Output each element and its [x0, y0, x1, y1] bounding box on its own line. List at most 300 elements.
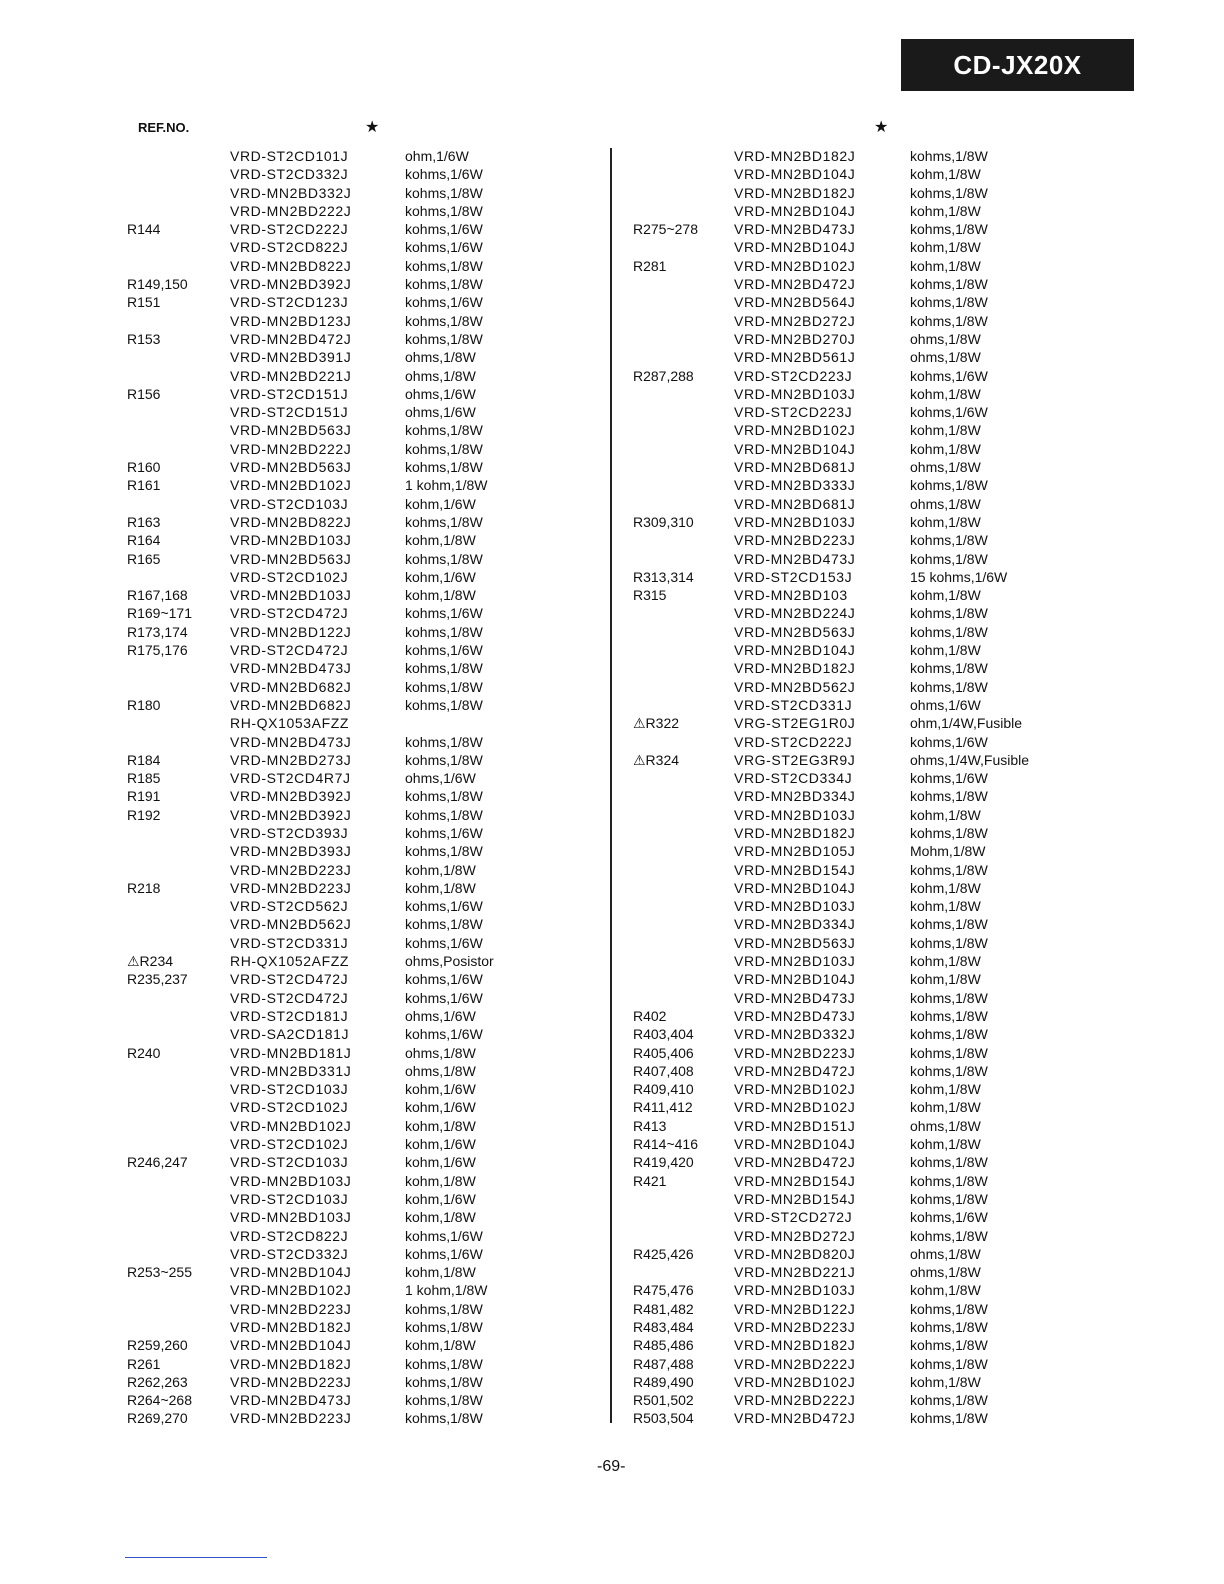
part-number: VRD-ST2CD102J	[230, 1136, 349, 1153]
part-number: VRD-MN2BD682J	[230, 678, 352, 695]
part-number: VRD-MN2BD273J	[230, 751, 352, 768]
part-number: VRD-ST2CD102J	[230, 568, 349, 585]
part-value: kohms,1/8W	[910, 1062, 988, 1079]
part-value: kohms,1/8W	[405, 733, 483, 750]
part-value: kohm,1/8W	[405, 1264, 476, 1281]
part-value: kohms,1/8W	[910, 1337, 988, 1354]
part-value: ohms,1/6W	[910, 696, 981, 713]
ref-number: R262,263	[127, 1373, 188, 1390]
ref-number: R185	[127, 770, 161, 787]
ref-number: R169~171	[127, 605, 193, 622]
part-number: VRD-MN2BD102J	[230, 1282, 352, 1299]
part-number: VRD-MN2BD102J	[734, 1099, 856, 1116]
part-value: ohms,1/8W	[910, 495, 981, 512]
part-value: kohms,1/6W	[405, 642, 483, 659]
part-value: kohms,1/8W	[910, 1300, 988, 1317]
ref-number: R414~416	[633, 1136, 699, 1153]
ref-number: R180	[127, 696, 161, 713]
part-value: kohm,1/8W	[910, 422, 981, 439]
ref-number: R275~278	[633, 221, 699, 238]
part-value: kohms,1/6W	[910, 733, 988, 750]
part-number: VRD-MN2BD222J	[734, 1392, 856, 1409]
part-number: VRD-ST2CD101J	[230, 148, 349, 164]
part-value: kohms,1/8W	[405, 1319, 483, 1335]
part-value: kohms,1/8W	[910, 312, 988, 329]
part-value: ohms,1/6W	[405, 385, 476, 402]
ref-number: R403,404	[633, 1026, 694, 1043]
part-number: VRD-MN2BD563J	[734, 623, 856, 640]
part-value: kohms,1/8W	[910, 916, 988, 933]
ref-number: R167,168	[127, 587, 188, 604]
part-value: kohms,1/8W	[405, 678, 483, 695]
part-number: VRD-ST2CD222J	[734, 733, 853, 750]
part-number: VRD-MN2BD104J	[734, 971, 856, 988]
ref-number: R489,490	[633, 1373, 694, 1390]
part-number: VRD-ST2CD822J	[230, 1227, 349, 1244]
part-number: VRD-ST2CD223J	[734, 404, 853, 421]
part-number: VRD-MN2BD102J	[230, 1117, 352, 1134]
part-value: ohms,1/8W	[405, 349, 476, 366]
part-value: kohms,1/6W	[405, 1245, 483, 1262]
part-number: VRD-MN2BD103J	[734, 953, 856, 970]
part-number: VRD-MN2BD272J	[734, 312, 856, 329]
part-number: VRD-ST2CD472J	[230, 989, 349, 1006]
part-number: VRD-MN2BD563J	[230, 550, 352, 567]
part-number: VRD-MN2BD104J	[734, 202, 856, 219]
ref-number: R192	[127, 806, 161, 823]
part-value: kohm,1/8W	[910, 1373, 981, 1390]
part-number: VRD-MN2BD223J	[734, 1319, 856, 1335]
part-number: VRD-MN2BD473J	[230, 1392, 352, 1409]
part-number: VRD-MN2BD181J	[230, 1044, 352, 1061]
part-value: kohms,1/8W	[405, 440, 483, 457]
part-number: VRD-MN2BD564J	[734, 294, 856, 311]
part-value: kohms,1/8W	[405, 312, 483, 329]
ref-number: R411,412	[633, 1099, 693, 1116]
part-value: kohms,1/8W	[910, 1172, 988, 1189]
part-number: VRD-ST2CD272J	[734, 1209, 853, 1226]
part-value: kohms,1/8W	[405, 806, 483, 823]
part-value: kohms,1/6W	[405, 239, 483, 256]
part-value: ohms,1/6W	[405, 770, 476, 787]
part-number: VRD-MN2BD102J	[230, 477, 352, 494]
part-number: VRD-MN2BD562J	[230, 916, 352, 933]
part-number: VRD-MN2BD822J	[230, 257, 352, 274]
ref-number: R485,486	[633, 1337, 694, 1354]
ref-number: R261	[127, 1355, 161, 1372]
part-number: VRD-MN2BD473J	[734, 989, 856, 1006]
ref-number: R153	[127, 330, 161, 347]
part-value: kohms,1/8W	[405, 843, 483, 860]
part-number: VRD-MN2BD391J	[230, 349, 352, 366]
ref-number: R281	[633, 257, 667, 274]
page-number: -69-	[597, 1458, 626, 1475]
part-number: VRD-MN2BD103J	[230, 587, 352, 604]
part-number: VRD-MN2BD182J	[230, 1355, 352, 1372]
ref-number: R402	[633, 1007, 667, 1024]
part-number: VRD-MN2BD473J	[230, 660, 352, 677]
part-value: kohm,1/8W	[910, 513, 981, 530]
ref-number: R253~255	[127, 1264, 193, 1281]
part-value: ohms,1/8W	[910, 330, 981, 347]
part-number: VRD-MN2BD104J	[734, 1136, 856, 1153]
part-number: VRD-ST2CD102J	[230, 1099, 349, 1116]
part-value: 15 kohms,1/6W	[910, 568, 1008, 585]
part-value: kohm,1/8W	[405, 1117, 476, 1134]
part-value: kohms,1/8W	[910, 861, 988, 878]
part-number: VRD-ST2CD151J	[230, 404, 349, 421]
part-number: VRD-MN2BD182J	[230, 1319, 352, 1335]
part-value: kohms,1/8W	[910, 678, 988, 695]
part-number: VRD-MN2BD182J	[734, 148, 856, 164]
part-number: VRG-ST2EG1R0J	[734, 715, 856, 732]
part-number: VRD-MN2BD103J	[734, 898, 856, 915]
part-number: VRD-ST2CD331J	[734, 696, 853, 713]
part-number: VRD-MN2BD223J	[734, 1044, 856, 1061]
part-value: kohms,1/8W	[910, 276, 988, 293]
bottom-rule	[125, 1557, 267, 1558]
part-number: VRD-MN2BD154J	[734, 1190, 856, 1207]
part-number: VRD-ST2CD123J	[230, 294, 349, 311]
part-number: VRD-MN2BD270J	[734, 330, 856, 347]
part-value: kohms,1/8W	[910, 532, 988, 549]
part-value: kohms,1/8W	[405, 257, 483, 274]
part-value: kohms,1/8W	[405, 696, 483, 713]
ref-number: R425,426	[633, 1245, 694, 1262]
ref-no-header: REF.NO.	[138, 120, 190, 135]
ref-number: R501,502	[633, 1392, 694, 1409]
part-number: VRD-MN2BD331J	[230, 1062, 352, 1079]
ref-number: R240	[127, 1044, 161, 1061]
part-number: VRD-MN2BD103J	[230, 1172, 352, 1189]
part-value: kohms,1/8W	[405, 1392, 483, 1409]
part-number: VRD-MN2BD472J	[734, 1410, 856, 1427]
part-value: kohms,1/6W	[910, 1209, 988, 1226]
part-number: VRD-MN2BD681J	[734, 495, 856, 512]
part-value: kohms,1/8W	[405, 550, 483, 567]
part-number: VRD-ST2CD103J	[230, 1190, 349, 1207]
ref-number: R481,482	[633, 1300, 694, 1317]
part-number: VRD-MN2BD122J	[230, 623, 352, 640]
part-value: ohm,1/6W	[405, 148, 469, 164]
part-number: VRD-MN2BD102J	[734, 257, 856, 274]
part-number: VRD-ST2CD181J	[230, 1007, 349, 1024]
part-value: kohms,1/8W	[405, 1300, 483, 1317]
part-value: kohm,1/8W	[405, 1172, 476, 1189]
part-value: kohms,1/8W	[910, 1319, 988, 1335]
part-number: VRD-MN2BD223J	[230, 879, 352, 896]
part-value: ohms,1/6W	[405, 404, 476, 421]
ref-number: R259,260	[127, 1337, 188, 1354]
ref-number: R164	[127, 532, 161, 549]
part-number: VRD-MN2BD682J	[230, 696, 352, 713]
part-value: kohms,1/8W	[910, 824, 988, 841]
ref-number: R315	[633, 587, 667, 604]
part-number: VRD-MN2BD334J	[734, 916, 856, 933]
part-number: VRD-MN2BD103J	[230, 1209, 352, 1226]
part-value: kohm,1/8W	[910, 1282, 981, 1299]
ref-number: R409,410	[633, 1081, 694, 1098]
part-number: VRD-MN2BD122J	[734, 1300, 856, 1317]
part-number: VRD-MN2BD103J	[734, 513, 856, 530]
part-number: VRD-MN2BD392J	[230, 806, 352, 823]
part-number: VRD-MN2BD334J	[734, 788, 856, 805]
part-value: kohm,1/8W	[910, 587, 981, 604]
part-number: RH-QX1053AFZZ	[230, 715, 350, 732]
ref-number: R264~268	[127, 1392, 193, 1409]
part-number: VRD-MN2BD222J	[230, 202, 352, 219]
part-number: VRD-MN2BD102J	[734, 422, 856, 439]
part-number: VRD-ST2CD472J	[230, 642, 349, 659]
part-number: VRD-MN2BD473J	[734, 550, 856, 567]
part-value: kohms,1/8W	[910, 477, 988, 494]
part-number: VRD-MN2BD103	[734, 587, 848, 604]
part-value: kohm,1/6W	[405, 1136, 476, 1153]
part-value: kohm,1/8W	[910, 1136, 981, 1153]
part-value: kohms,1/8W	[405, 422, 483, 439]
part-value: kohms,1/6W	[405, 1026, 483, 1043]
part-number: VRD-MN2BD154J	[734, 1172, 856, 1189]
part-value: kohms,1/6W	[405, 971, 483, 988]
part-number: VRD-ST2CD334J	[734, 770, 853, 787]
part-number: VRD-ST2CD562J	[230, 898, 349, 915]
part-value: ohms,1/8W	[405, 367, 476, 384]
part-value: kohms,1/6W	[910, 404, 988, 421]
part-number: VRD-MN2BD562J	[734, 678, 856, 695]
part-value: Mohm,1/8W	[910, 843, 986, 860]
ref-number: ⚠R322	[633, 715, 680, 732]
part-value: kohms,1/8W	[405, 623, 483, 640]
part-value: kohms,1/8W	[405, 513, 483, 530]
part-number: VRD-MN2BD104J	[734, 440, 856, 457]
part-value: kohm,1/8W	[910, 953, 981, 970]
part-value: kohm,1/6W	[405, 568, 476, 585]
part-value: kohms,1/8W	[405, 202, 483, 219]
part-number: VRD-MN2BD104J	[734, 642, 856, 659]
part-value: kohms,1/8W	[405, 330, 483, 347]
part-value: ohms,1/8W	[910, 1245, 981, 1262]
part-value: kohms,1/6W	[405, 605, 483, 622]
part-number: VRD-MN2BD104J	[734, 879, 856, 896]
part-value: kohms,1/8W	[910, 1190, 988, 1207]
part-number: VRD-ST2CD472J	[230, 971, 349, 988]
part-number: VRD-MN2BD182J	[734, 660, 856, 677]
part-number: VRD-MN2BD223J	[230, 861, 352, 878]
part-value: kohms,1/8W	[405, 1355, 483, 1372]
part-number: VRD-MN2BD103J	[734, 1282, 856, 1299]
ref-number: R287,288	[633, 367, 694, 384]
part-value: kohm,1/6W	[405, 1081, 476, 1098]
part-value: kohms,1/6W	[910, 367, 988, 384]
part-number: VRD-ST2CD332J	[230, 1245, 349, 1262]
part-number: VRD-MN2BD472J	[734, 276, 856, 293]
part-value: kohms,1/8W	[910, 605, 988, 622]
ref-number: R407,408	[633, 1062, 694, 1079]
ref-number: R160	[127, 459, 161, 476]
ref-number: R163	[127, 513, 161, 530]
part-number: VRD-MN2BD182J	[734, 184, 856, 201]
part-number: VRD-MN2BD222J	[230, 440, 352, 457]
part-value: kohms,1/8W	[405, 751, 483, 768]
part-value: kohms,1/8W	[910, 623, 988, 640]
part-value: kohm,1/8W	[910, 806, 981, 823]
part-value: kohms,1/8W	[910, 788, 988, 805]
part-number: VRD-ST2CD151J	[230, 385, 349, 402]
part-value: kohms,1/6W	[405, 934, 483, 951]
part-value: kohm,1/8W	[405, 861, 476, 878]
part-value: kohm,1/8W	[910, 202, 981, 219]
part-number: VRD-MN2BD472J	[734, 1154, 856, 1171]
part-value: kohm,1/8W	[910, 440, 981, 457]
part-number: RH-QX1052AFZZ	[230, 953, 350, 970]
part-number: VRD-ST2CD472J	[230, 605, 349, 622]
part-value: kohm,1/8W	[405, 587, 476, 604]
part-value: kohm,1/8W	[910, 879, 981, 896]
part-value: ohms,1/6W	[405, 1007, 476, 1024]
part-value: kohms,1/8W	[405, 184, 483, 201]
part-value: kohms,1/6W	[910, 770, 988, 787]
part-value: kohms,1/8W	[910, 294, 988, 311]
ref-number: R175,176	[127, 642, 188, 659]
part-value: ohms,1/8W	[405, 1044, 476, 1061]
part-value: kohm,1/8W	[910, 1081, 981, 1098]
part-value: ohms,1/8W	[910, 349, 981, 366]
ref-number: R161	[127, 477, 161, 494]
part-number: VRD-ST2CD103J	[230, 495, 349, 512]
ref-number: R184	[127, 751, 161, 768]
ref-number: R269,270	[127, 1410, 188, 1427]
part-value: kohms,1/8W	[910, 1227, 988, 1244]
part-number: VRD-MN2BD223J	[230, 1300, 352, 1317]
part-number: VRD-MN2BD104J	[230, 1264, 352, 1281]
part-number: VRD-MN2BD392J	[230, 276, 352, 293]
part-value: ohms,Posistor	[405, 953, 494, 970]
part-number: VRD-MN2BD473J	[230, 733, 352, 750]
part-number: VRD-ST2CD103J	[230, 1154, 349, 1171]
part-value: kohms,1/8W	[405, 660, 483, 677]
part-value: kohm,1/6W	[405, 1190, 476, 1207]
part-number: VRD-MN2BD473J	[734, 1007, 856, 1024]
part-value: kohms,1/8W	[910, 1355, 988, 1372]
ref-number: ⚠R234	[127, 953, 174, 970]
part-value: kohms,1/8W	[910, 221, 988, 238]
part-value: kohms,1/8W	[910, 989, 988, 1006]
part-value: kohms,1/6W	[405, 824, 483, 841]
part-value: kohms,1/6W	[405, 898, 483, 915]
ref-number: R191	[127, 788, 161, 805]
star-mark-left: ★	[365, 119, 380, 136]
part-value: kohms,1/6W	[405, 1227, 483, 1244]
ref-number: R413	[633, 1117, 667, 1134]
part-value: kohms,1/8W	[910, 148, 988, 164]
part-number: VRD-MN2BD332J	[230, 184, 352, 201]
ref-number: R151	[127, 294, 161, 311]
part-value: kohms,1/8W	[405, 1373, 483, 1390]
part-value: kohm,1/6W	[405, 495, 476, 512]
ref-number: R218	[127, 879, 161, 896]
part-number: VRD-MN2BD822J	[230, 513, 352, 530]
part-number: VRD-MN2BD223J	[734, 532, 856, 549]
part-value: kohm,1/8W	[910, 257, 981, 274]
part-number: VRD-MN2BD393J	[230, 843, 352, 860]
ref-number: R503,504	[633, 1410, 694, 1427]
ref-number: R235,237	[127, 971, 188, 988]
part-value: kohms,1/6W	[405, 221, 483, 238]
part-number: VRD-MN2BD105J	[734, 843, 856, 860]
part-value: kohms,1/6W	[405, 989, 483, 1006]
part-value: ohms,1/8W	[910, 1117, 981, 1134]
column-divider	[610, 148, 612, 1423]
part-value: kohm,1/8W	[405, 1337, 476, 1354]
part-value: kohms,1/8W	[910, 934, 988, 951]
part-number: VRD-MN2BD563J	[734, 934, 856, 951]
part-number: VRD-MN2BD223J	[230, 1373, 352, 1390]
part-number: VRD-MN2BD102J	[734, 1081, 856, 1098]
part-number: VRD-ST2CD153J	[734, 568, 853, 585]
part-value: ohms,1/4W,Fusible	[910, 751, 1030, 768]
part-number: VRD-SA2CD181J	[230, 1026, 350, 1043]
part-number: VRD-MN2BD182J	[734, 824, 856, 841]
part-number: VRD-ST2CD4R7J	[230, 770, 351, 787]
part-number: VRD-MN2BD563J	[230, 459, 352, 476]
ref-number: R405,406	[633, 1044, 694, 1061]
part-number: VRD-MN2BD820J	[734, 1245, 856, 1262]
part-value: kohms,1/8W	[910, 1007, 988, 1024]
part-value: kohms,1/8W	[405, 1410, 483, 1427]
part-value: kohm,1/6W	[405, 1099, 476, 1116]
part-value: kohms,1/8W	[910, 184, 988, 201]
part-value: kohm,1/6W	[405, 1154, 476, 1171]
ref-number: R483,484	[633, 1319, 694, 1335]
part-value: 1 kohm,1/8W	[405, 1282, 488, 1299]
part-number: VRD-ST2CD393J	[230, 824, 349, 841]
ref-number: R309,310	[633, 513, 694, 530]
ref-number: R165	[127, 550, 161, 567]
part-number: VRD-MN2BD103J	[230, 532, 352, 549]
part-number: VRD-MN2BD473J	[734, 221, 856, 238]
part-number: VRD-MN2BD104J	[230, 1337, 352, 1354]
ref-number: R149,150	[127, 276, 188, 293]
part-number: VRD-MN2BD151J	[734, 1117, 856, 1134]
star-mark-right: ★	[874, 119, 889, 136]
part-value: kohms,1/8W	[405, 459, 483, 476]
part-value: ohm,1/4W,Fusible	[910, 715, 1023, 732]
part-number: VRD-MN2BD221J	[230, 367, 352, 384]
part-number: VRD-MN2BD681J	[734, 459, 856, 476]
part-value: kohms,1/6W	[405, 294, 483, 311]
part-number: VRD-MN2BD563J	[230, 422, 352, 439]
part-number: VRD-MN2BD221J	[734, 1264, 856, 1281]
part-value: ohms,1/8W	[405, 1062, 476, 1079]
part-number: VRD-MN2BD392J	[230, 788, 352, 805]
part-value: kohm,1/8W	[910, 1099, 981, 1116]
part-value: kohm,1/8W	[910, 239, 981, 256]
part-number: VRD-MN2BD472J	[734, 1062, 856, 1079]
part-number: VRD-ST2CD222J	[230, 221, 349, 238]
ref-number: R487,488	[633, 1355, 694, 1372]
part-number: VRD-ST2CD822J	[230, 239, 349, 256]
part-number: VRD-MN2BD103J	[734, 385, 856, 402]
part-value: ohms,1/8W	[910, 459, 981, 476]
part-number: VRD-MN2BD223J	[230, 1410, 352, 1427]
part-value: kohms,1/8W	[910, 660, 988, 677]
ref-number: R475,476	[633, 1282, 694, 1299]
part-number: VRD-MN2BD222J	[734, 1355, 856, 1372]
part-value: kohms,1/8W	[910, 1026, 988, 1043]
ref-number: R144	[127, 221, 161, 238]
part-value: kohms,1/8W	[910, 1154, 988, 1171]
part-value: kohms,1/8W	[405, 916, 483, 933]
